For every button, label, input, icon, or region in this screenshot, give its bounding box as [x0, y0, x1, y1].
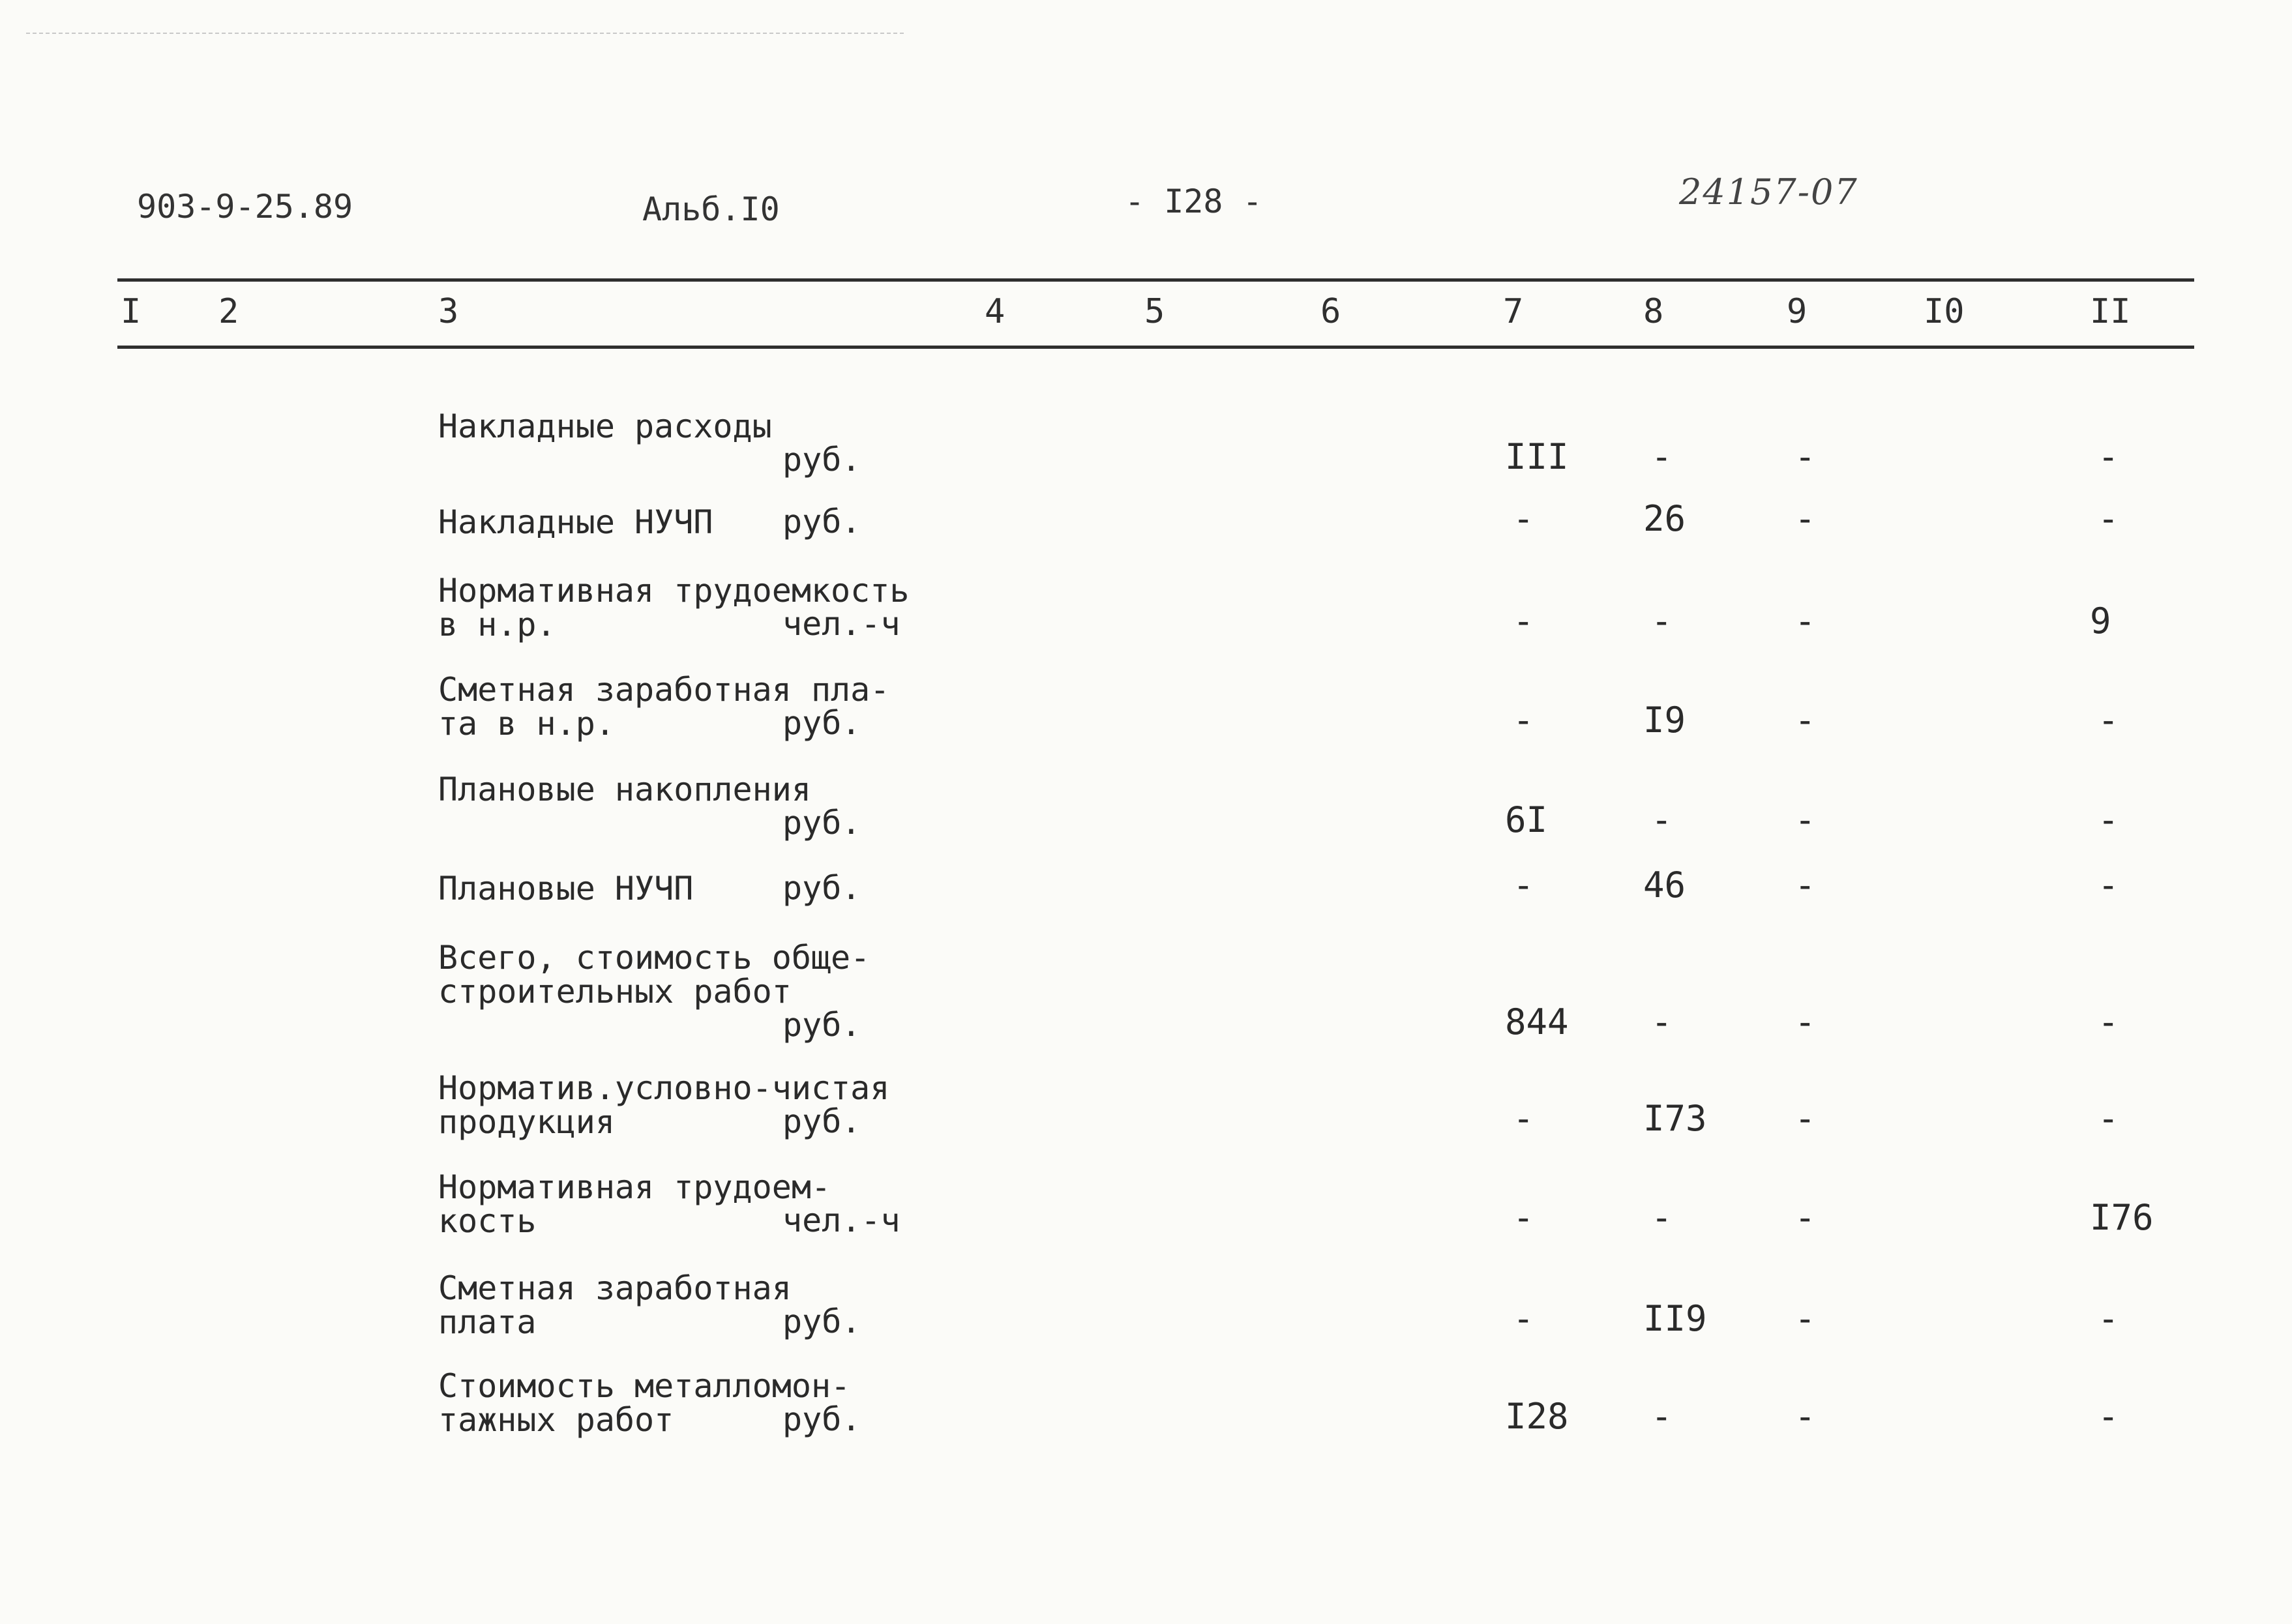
cell-col-7: -	[1513, 700, 1534, 741]
cell-col-11: -	[2098, 864, 2119, 906]
column-number-5: 5	[1144, 292, 1165, 331]
cell-col-8: -	[1651, 1396, 1673, 1437]
cell-col-7: 844	[1505, 1001, 1569, 1042]
column-number-8: 8	[1643, 292, 1664, 331]
column-number-6: 6	[1320, 292, 1341, 331]
cell-col-11: -	[2098, 1298, 2119, 1339]
cell-col-11: 9	[2090, 600, 2111, 642]
cell-col-11: -	[2098, 1098, 2119, 1139]
row-label: Всего, стоимость обще-	[438, 939, 871, 977]
row-label: Норматив.условно-чистая	[438, 1069, 890, 1107]
row-label: Плановые НУЧП	[438, 870, 694, 908]
cell-col-9: -	[1794, 1298, 1816, 1339]
cell-col-8: -	[1651, 799, 1673, 840]
handwritten-number: 24157-07	[1679, 171, 1858, 213]
table-top-rule	[117, 278, 2194, 282]
cell-col-7: -	[1513, 498, 1534, 539]
cell-col-11: -	[2098, 700, 2119, 741]
cell-col-8: 46	[1643, 864, 1686, 906]
document-code: 903-9-25.89	[137, 188, 353, 226]
row-unit: руб.	[782, 869, 861, 907]
cell-col-7: -	[1513, 1298, 1534, 1339]
row-unit: руб.	[782, 1400, 861, 1438]
cell-col-7: -	[1513, 864, 1534, 906]
page-number: - I28 -	[1125, 183, 1262, 220]
column-number-11: II	[2090, 292, 2131, 331]
cell-col-8: -	[1651, 600, 1673, 642]
cell-col-9: -	[1794, 799, 1816, 840]
row-label: строительных работ	[438, 973, 792, 1011]
column-number-7: 7	[1503, 292, 1524, 331]
cell-col-11: -	[2098, 1001, 2119, 1042]
column-number-2: 2	[218, 292, 239, 331]
cell-col-9: -	[1794, 1001, 1816, 1042]
row-unit: чел.-ч	[782, 605, 900, 643]
row-unit: руб.	[782, 1303, 861, 1340]
column-number-1: I	[121, 292, 141, 331]
cell-col-9: -	[1794, 1197, 1816, 1238]
row-unit: руб.	[782, 441, 861, 479]
row-label: Стоимость металломон-	[438, 1367, 851, 1405]
row-label: Накладные НУЧП	[438, 503, 713, 541]
cell-col-9: -	[1794, 1396, 1816, 1437]
row-unit: руб.	[782, 704, 861, 742]
cell-col-7: -	[1513, 1197, 1534, 1238]
cell-col-11: I76	[2090, 1197, 2154, 1238]
cell-col-8: -	[1651, 1001, 1673, 1042]
row-label: та в н.р.	[438, 705, 615, 743]
cell-col-7: I28	[1505, 1396, 1569, 1437]
row-label: плата	[438, 1303, 537, 1341]
row-unit: руб.	[782, 1006, 861, 1044]
row-label: кость	[438, 1202, 537, 1240]
column-number-10: I0	[1924, 292, 1965, 331]
table-header-rule	[117, 346, 2194, 349]
column-number-3: 3	[438, 292, 459, 331]
cell-col-9: -	[1794, 436, 1816, 477]
row-label: Плановые накопления	[438, 771, 811, 808]
row-label: Нормативная трудоемкость	[438, 572, 910, 610]
row-unit: чел.-ч	[782, 1202, 900, 1239]
cell-col-7: -	[1513, 600, 1534, 642]
column-number-9: 9	[1787, 292, 1808, 331]
row-label: продукция	[438, 1103, 615, 1141]
row-label: в н.р.	[438, 606, 556, 643]
cell-col-11: -	[2098, 498, 2119, 539]
row-unit: руб.	[782, 804, 861, 842]
row-label: Сметная заработная пла-	[438, 671, 890, 709]
cell-col-8: I73	[1643, 1098, 1707, 1139]
row-label: Сметная заработная	[438, 1269, 792, 1307]
column-number-4: 4	[985, 292, 1005, 331]
cell-col-11: -	[2098, 436, 2119, 477]
cell-col-11: -	[2098, 799, 2119, 840]
cell-col-9: -	[1794, 600, 1816, 642]
cell-col-9: -	[1794, 700, 1816, 741]
cell-col-7: -	[1513, 1098, 1534, 1139]
cell-col-8: 26	[1643, 498, 1686, 539]
row-label: тажных работ	[438, 1401, 674, 1439]
album-label: Альб.I0	[642, 190, 780, 228]
cell-col-8: -	[1651, 436, 1673, 477]
cell-col-8: II9	[1643, 1298, 1707, 1339]
cell-col-9: -	[1794, 1098, 1816, 1139]
row-label: Накладные расходы	[438, 407, 772, 445]
row-label: Нормативная трудоем-	[438, 1168, 831, 1206]
row-unit: руб.	[782, 1102, 861, 1140]
cell-col-7: III	[1505, 436, 1569, 477]
cell-col-9: -	[1794, 864, 1816, 906]
cell-col-9: -	[1794, 498, 1816, 539]
cell-col-8: I9	[1643, 700, 1686, 741]
cell-col-7: 6I	[1505, 799, 1548, 840]
cell-col-8: -	[1651, 1197, 1673, 1238]
scan-artifact-line	[26, 33, 906, 34]
row-unit: руб.	[782, 503, 861, 540]
cell-col-11: -	[2098, 1396, 2119, 1437]
